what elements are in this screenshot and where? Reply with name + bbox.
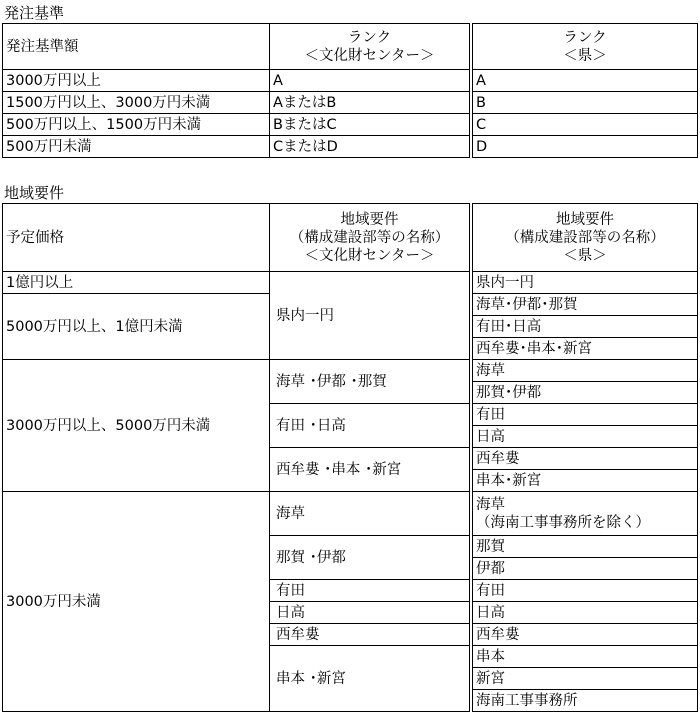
header-region-label: 地域要件 — [340, 211, 399, 228]
region-cell: 海草 ･伊都 ･那賀 — [270, 360, 470, 404]
region-cell: 有田･日高 — [473, 316, 698, 338]
rank-cell: A — [473, 70, 698, 92]
table-row — [3, 272, 470, 294]
region-cell: 海南工事事務所 — [473, 690, 698, 712]
table-row — [3, 360, 470, 404]
header-regional-center — [270, 204, 470, 272]
rank-cell: CまたはD — [270, 136, 470, 158]
order-criteria-table — [2, 23, 470, 158]
region-cell: 県内一円 — [270, 272, 470, 360]
rank-cell: A — [270, 70, 470, 92]
region-cell: 伊都 — [473, 558, 698, 580]
rank-cell: AまたはB — [270, 92, 470, 114]
region-cell: 西牟婁 — [473, 624, 698, 646]
header-rank-label: ランク — [347, 29, 392, 46]
region-cell: 串本･新宮 — [473, 470, 698, 492]
section-title-order-criteria: 発注基準 — [4, 4, 65, 22]
rank-cell: B — [473, 92, 698, 114]
price-cell: 5000万円以上、1億円未満 — [3, 294, 270, 360]
region-cell — [473, 492, 698, 536]
regional-requirements-table — [2, 203, 470, 712]
amount-cell: 500万円未満 — [3, 136, 270, 158]
header-rank-label: ランク — [563, 29, 607, 46]
header-rank-prefecture — [473, 24, 698, 70]
table-row — [3, 114, 470, 136]
price-cell: 3000万円未満 — [3, 492, 270, 712]
header-rank-center — [270, 24, 470, 70]
region-cell: 有田 — [473, 580, 698, 602]
region-cell: 串本 — [473, 646, 698, 668]
header-region-sub-label: （構成建設部等の名称） — [505, 229, 665, 246]
header-planned-price: 予定価格 — [3, 204, 270, 272]
region-cell: 海草 — [270, 492, 470, 536]
region-cell: 西牟婁 — [270, 624, 470, 646]
header-region-center-label: ＜文化財センター＞ — [304, 247, 435, 264]
amount-cell: 3000万円以上 — [3, 70, 270, 92]
header-rank-center-label: ＜文化財センター＞ — [304, 47, 435, 64]
region-cell: 西牟婁･串本･新宮 — [473, 338, 698, 360]
region-note: （海南工事事務所を除く） — [476, 514, 650, 531]
region-cell: 日高 — [473, 602, 698, 624]
region-cell: 西牟婁 ･串本 ･新宮 — [270, 448, 470, 492]
price-cell: 3000万円以上、5000万円未満 — [3, 360, 270, 492]
amount-cell: 500万円以上、1500万円未満 — [3, 114, 270, 136]
rank-cell: C — [473, 114, 698, 136]
table-row — [3, 136, 470, 158]
region-cell: 海草 — [473, 360, 698, 382]
region-cell: 那賀 ･伊都 — [270, 536, 470, 580]
prefecture-rank-table — [472, 23, 698, 158]
table-row — [3, 70, 470, 92]
region-cell: 那賀 — [473, 536, 698, 558]
table-row — [3, 92, 470, 114]
region-cell: 海草･伊都･那賀 — [473, 294, 698, 316]
header-regional-prefecture — [473, 204, 698, 272]
table-row — [3, 492, 470, 536]
header-region-prefecture-label: ＜県＞ — [563, 247, 607, 264]
rank-cell: BまたはC — [270, 114, 470, 136]
region-cell: 有田 — [270, 580, 470, 602]
header-region-label: 地域要件 — [556, 211, 614, 228]
region-cell: 有田 ･日高 — [270, 404, 470, 448]
region-cell: 日高 — [473, 426, 698, 448]
header-order-amount: 発注基準額 — [3, 24, 270, 70]
section-title-regional-requirements: 地域要件 — [4, 184, 65, 202]
amount-cell: 1500万円以上、3000万円未満 — [3, 92, 270, 114]
region-line: 海草 — [476, 496, 505, 513]
regional-prefecture-table — [472, 203, 698, 712]
region-cell: 那賀･伊都 — [473, 382, 698, 404]
price-cell: 1億円以上 — [3, 272, 270, 294]
rank-cell: D — [473, 136, 698, 158]
region-cell: 県内一円 — [473, 272, 698, 294]
header-prefecture-label: ＜県＞ — [563, 47, 607, 64]
region-cell: 新宮 — [473, 668, 698, 690]
region-cell: 串本 ･新宮 — [270, 646, 470, 712]
region-cell: 日高 — [270, 602, 470, 624]
region-cell: 有田 — [473, 404, 698, 426]
header-region-sub-label: （構成建設部等の名称） — [289, 229, 450, 246]
region-cell: 西牟婁 — [473, 448, 698, 470]
